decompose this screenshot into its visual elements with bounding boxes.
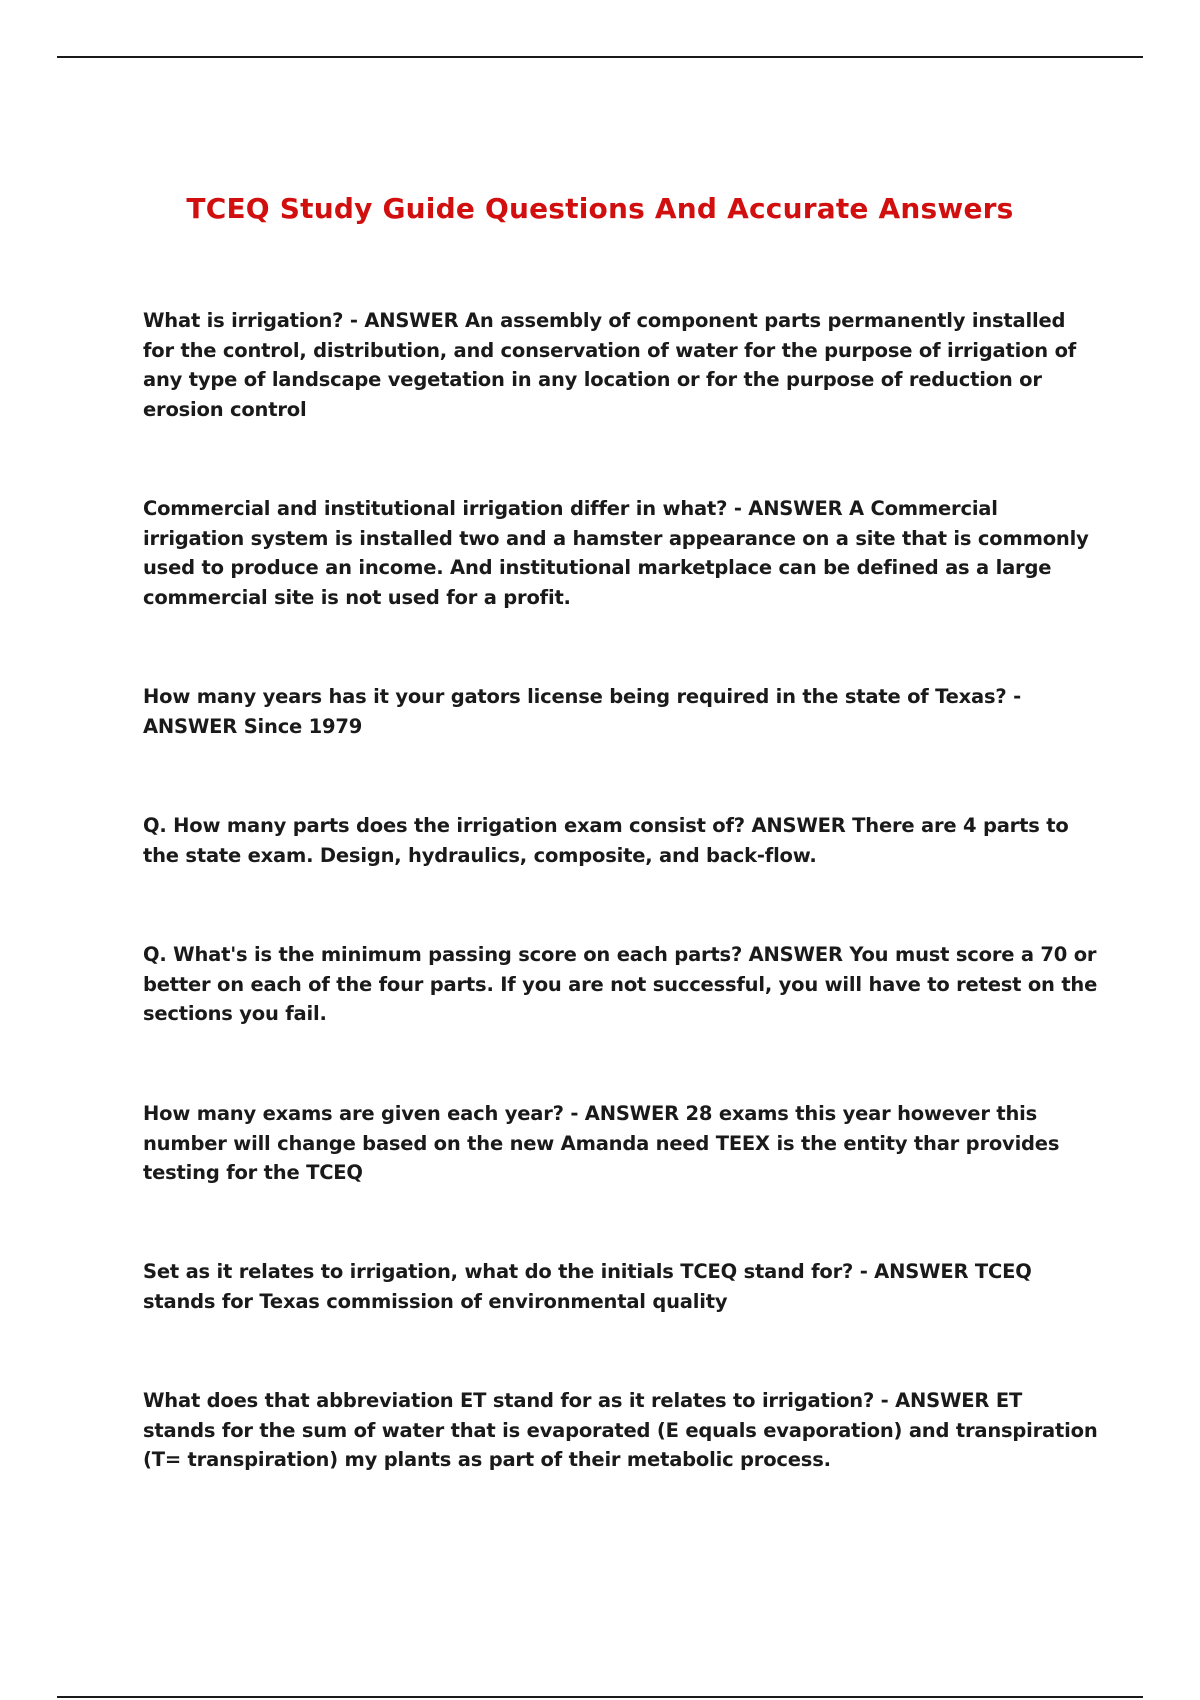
qa-entry-1: What is irrigation? - ANSWER An assembly of component parts permanently installed for the control, distribution, and conservation of water for the purpose of irrigation of any type of landscape vegetation in any location or for the purpose of reduction or erosion control xyxy=(143,309,1077,421)
qa-entry-4: Q. How many parts does the irrigation exam consist of? ANSWER There are 4 parts to the state exam. Design, hydraulics, composite, and back-flow. xyxy=(143,814,1069,867)
qa-entry-8: What does that abbreviation ET stand for as it relates to irrigation? - ANSWER ET stands for the sum of water that is evaporated (E equals evaporation) and transpiration (T= transpiration) my plants as part of their metabolic process. xyxy=(143,1389,1098,1471)
qa-entry-3: How many years has it your gators license being required in the state of Texas? - ANSWER Since 1979 xyxy=(143,685,1022,738)
qa-entry-6: How many exams are given each year? - ANSWER 28 exams this year however this number will change based on the new Amanda need TEEX is the entity thar provides testing for the TCEQ xyxy=(143,1102,1060,1184)
page-title: TCEQ Study Guide Questions And Accurate Answers xyxy=(186,192,1014,225)
top-divider xyxy=(57,56,1143,58)
qa-entry-5: Q. What's is the minimum passing score on each parts? ANSWER You must score a 70 or better on each of the four parts. If you are not successful, you will have to retest on the sections you fail. xyxy=(143,943,1098,1025)
bottom-divider xyxy=(57,1696,1143,1698)
qa-entry-2: Commercial and institutional irrigation differ in what? - ANSWER A Commercial irrigation system is installed two and a hamster appearance on a site that is commonly used to produce an income. And institutional marketplace can be defined as a large commercial site is not used for a profit. xyxy=(143,497,1089,609)
qa-entry-7: Set as it relates to irrigation, what do the initials TCEQ stand for? - ANSWER TCEQ stands for Texas commission of environmental quality xyxy=(143,1260,1032,1313)
